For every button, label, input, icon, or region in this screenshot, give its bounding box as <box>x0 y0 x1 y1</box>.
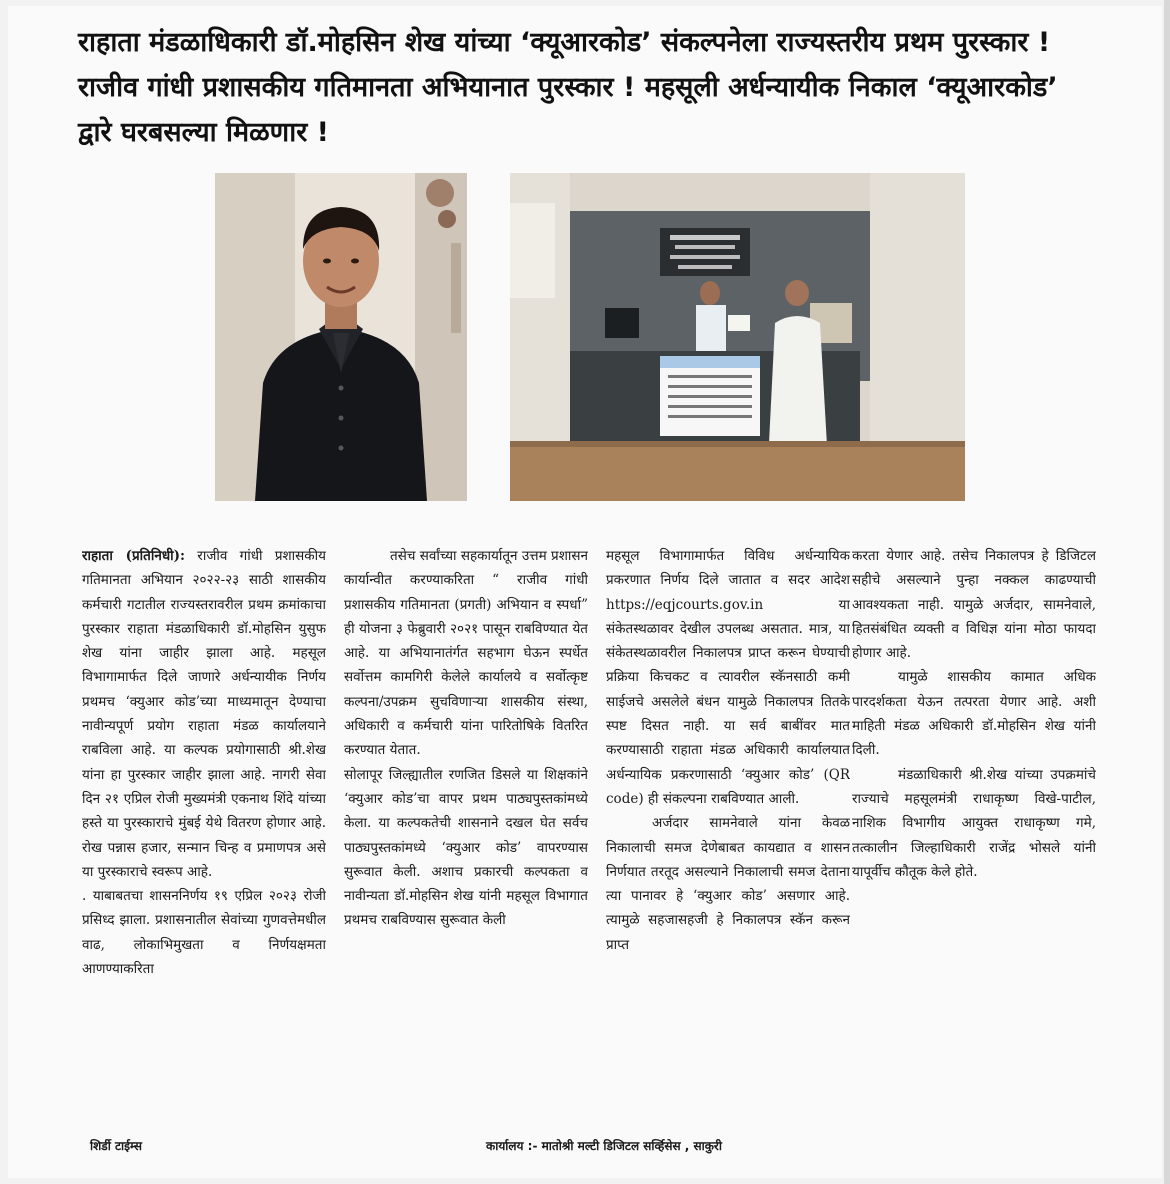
article-column-2 <box>344 544 588 1130</box>
paragraph: राजीव गांधी प्रशासकीय गतिमानता अभियान २०२२-२३ साठी शासकीय कर्मचारी गटातील राज्यस्तरावरील प्रथम क्रमांकाचा पुरस्कार राहाता मंडळाधिकारी डॉ.मोहसिन युसुफ शेख यांना जाहीर झाला आहे. महसूल विभागामार्फत दिले जाणारे अर्धन्यायीक निर्णय प्रथमच ‘क्युआर कोड’च्या माध्यमातून देण्याचा नावीन्यपूर्ण प्रयोग राहाता मंडळ कार्यालयाने राबविला आहे. या कल्पक प्रयोगासाठी श्री.शेख यांना हा पुरस्कार जाहीर झाला आहे. नागरी सेवा दिन २१ एप्रिल रोजी मुख्यमंत्री एकनाथ शिंदे यांच्या हस्ते या पुरस्काराचे मुंबई येथे वितरण होणार आहे. रोख पन्नास हजार, सन्मान चिन्ह व प्रमाणपत्र असे या पुरस्काराचे स्वरूप आहे. <box>82 548 326 880</box>
newspaper-clipping <box>8 6 1162 1178</box>
paragraph: करता येणार आहे. तसेच निकालपत्र हे डिजिटल सहीचे असल्याने पुन्हा नक्कल काढण्याची आवश्यकता नाही. यामुळे अर्जदार, सामनेवाले, हितसंबंधित व्यक्ती व विधिज्ञ यांना मोठा फायदा होणार आहे. <box>852 548 1096 662</box>
article-column-1 <box>82 544 326 1130</box>
paragraph: यामुळे शासकीय कामात अधिक पारदर्शकता येऊन तत्परता येणार आहे. अशी माहिती मंडळ अधिकारी डॉ.मोहसिन शेख यांनी दिली. <box>852 669 1096 759</box>
publication-name: शिर्डी टाईम्स <box>90 1139 143 1153</box>
paragraph: महसूल विभागामार्फत विविध अर्धन्यायिक प्रकरणात निर्णय दिले जातात व सदर आदेश https://eqjcourts.gov.in या संकेतस्थळावर देखील उपलब्ध असतात. मात्र, या संकेतस्थळावरील निकालपत्र प्राप्त करून घेण्याची प्रक्रिया किचकट व त्यावरील स्कॅनसाठी कमी साईजचे असलेले बंधन यामुळे निकालपत्र तितके स्पष्ट दिसत नाही. या सर्व बाबींवर मात करण्यासाठी राहाता मंडळ अधिकारी कार्यालयात अर्धन्यायिक प्रकरणासाठी ‘क्युआर कोड’ (QR code) ही संकल्पना राबविण्यात आली. <box>606 548 850 807</box>
article-column-4 <box>852 544 1096 1130</box>
portrait-illustration <box>215 173 467 501</box>
dateline: राहाता (प्रतिनिधी): <box>82 548 185 564</box>
paragraph: . याबाबतचा शासननिर्णय १९ एप्रिल २०२३ रोजी प्रसिध्द झाला. प्रशासनातील सेवांच्या गुणवत्तेमधील वाढ, लोकाभिमुखता व निर्णयक्षमता आणण्याकरिता <box>82 888 326 978</box>
paragraph: सोलापूर जिल्ह्यातील रणजित डिसले या शिक्षकांने ‘क्युआर कोड’चा वापर प्रथम पाठ्यपुस्तकांमध्ये केला. या कल्पकतेची शासनाने दखल घेत सर्वच पाठ्यपुस्तकांमध्ये ‘क्युआर कोड’ वापरण्यास सुरूवात केली. अशाच प्रकारची कल्पकता व नावीन्यता डॉ.मोहसिन शेख यांनी महसूल विभागात प्रथमच राबविण्यास सुरूवात केली <box>344 766 588 929</box>
article-column-3 <box>606 544 850 1130</box>
article-body <box>82 544 1098 1130</box>
office-photo <box>510 173 965 501</box>
paragraph: मंडळाधिकारी श्री.शेख यांच्या उपक्रमांचे राज्याचे महसूलमंत्री राधाकृष्ण विखे-पाटील, नाशिक विभागीय आयुक्त राधाकृष्ण गमे, तत्कालीन जिल्हाधिकारी राजेंद्र भोसले यांनी यापूर्वीच कौतूक केले होते. <box>852 766 1096 880</box>
right-border <box>1164 0 1170 1184</box>
portrait-photo <box>215 173 467 501</box>
headline: राहाता मंडळाधिकारी डॉ.मोहसिन शेख यांच्या ‘क्यूआरकोड’ संकल्पनेला राज्यस्तरीय प्रथम पुरस्कार ! राजीव गांधी प्रशासकीय गतिमानता अभियानात पुरस्कार ! महसूली अर्धन्यायीक निकाल ‘क्यूआरकोड’ द्वारे घरबसल्या मिळणार ! <box>78 27 1058 148</box>
paragraph: तसेच सर्वांच्या सहकार्यातून उत्तम प्रशासन कार्यान्वीत करण्याकरिता “ राजीव गांधी प्रशासकीय गतिमानता (प्रगती) अभियान व स्पर्धा” ही योजना ३ फेब्रुवारी २०२१ पासून राबविण्यात येत आहे. या अभियानातंर्गत सहभाग घेऊन स्पर्धेत सर्वोत्तम कामगिरी केलेले कार्यालये व सर्वोत्कृष्ट कल्पना/उपक्रम सुचविणाऱ्या शासकीय संस्था, अधिकारी व कर्मचारी यांना पारितोषिके वितरित करण्यात येतात. <box>344 548 588 759</box>
paragraph: अर्जदार सामनेवाले यांना केवळ निकालाची समज देणेबाबत कायद्यात व शासन निर्णयात तरतूद असल्याने निकालाची समज देताना त्या पानावर हे ‘क्युआर कोड’ असणार आहे. त्यामुळे सहजासहजी हे निकालपत्र स्कॅन करून प्राप्त <box>606 815 850 953</box>
office-illustration <box>510 173 965 501</box>
office-address: कार्यालय :- मातोश्री मल्टी डिजिटल सर्व्हिसेस , साकुरी <box>486 1139 722 1153</box>
